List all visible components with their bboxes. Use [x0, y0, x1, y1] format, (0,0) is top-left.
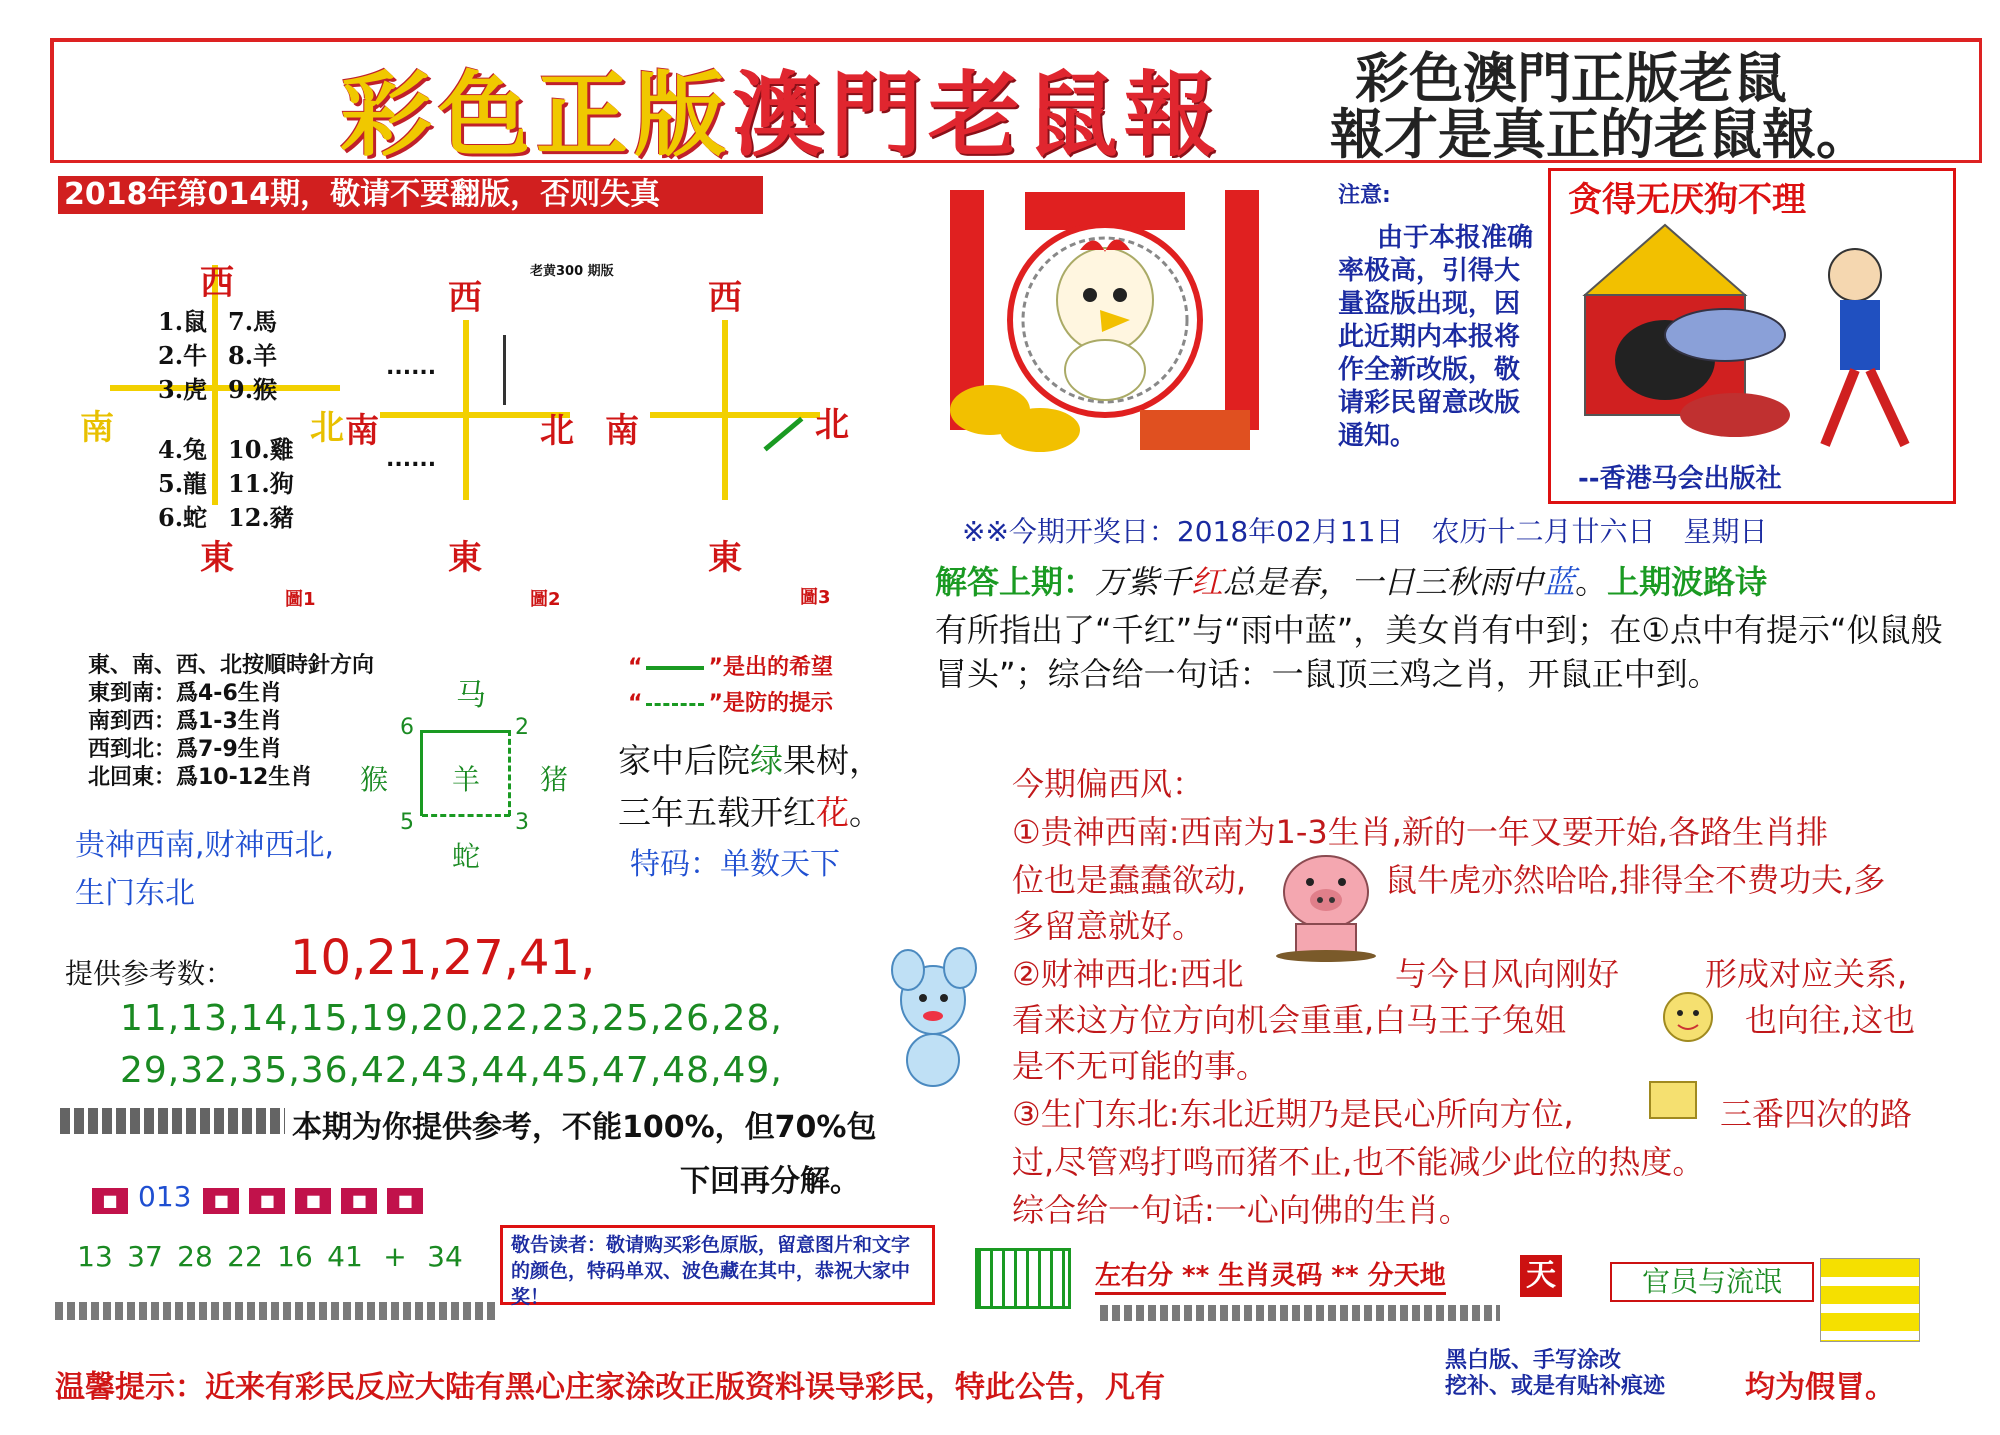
draw-number: 28	[177, 1240, 213, 1273]
rooster-poster-image	[930, 180, 1280, 470]
notice-title: 注意:	[1338, 183, 1391, 208]
legend-quote-open: “	[628, 655, 643, 680]
zodiac-12: 12.豬	[228, 503, 294, 532]
rule-line-2: 南到西：爲1-3生肖	[88, 709, 282, 734]
zodiac-6: 6.蛇	[158, 503, 208, 532]
fig3-label: 圖3	[800, 587, 831, 608]
mouse-cartoon	[878, 940, 988, 1090]
fig3-horizontal-bar	[650, 412, 820, 418]
fig2-dots-bottom: ......	[386, 447, 437, 472]
line-legend	[628, 650, 888, 722]
middle-strip-pair: 官员与流氓	[1610, 1262, 1814, 1302]
poem-c: 。	[1575, 563, 1608, 601]
last-draw-issue: 013	[138, 1180, 192, 1213]
direction-rules	[88, 652, 374, 792]
diagram-right: 猪	[540, 763, 569, 796]
fig3-south: 南	[605, 411, 639, 451]
draw-number: 37	[127, 1240, 163, 1273]
notice-body: 由于本报准确率极高，引得大量盗版出现，因此近期内本报将作全新改版，敬请彩民留意改版通知。	[1338, 223, 1534, 451]
diagram-right-line	[508, 730, 511, 816]
analysis-p2f: 是不无可能的事。	[1012, 1047, 1269, 1085]
verse-line1	[618, 735, 882, 787]
draw-plus: +	[383, 1240, 407, 1273]
legend-quote-close: ”	[708, 655, 723, 680]
rule-line-4: 北回東：爲10-12生肖	[88, 765, 313, 790]
zodiac-10: 10.雞	[228, 435, 294, 464]
diagram-n5: 5	[400, 810, 414, 835]
fig1-label: 圖1	[285, 589, 316, 610]
last-draw-header	[92, 1180, 433, 1214]
legend-dashed-text: 是防的提示	[722, 691, 833, 716]
middle-strip-day: 天	[1520, 1255, 1562, 1297]
scribble-mark-2	[55, 1302, 495, 1320]
zodiac-4: 4.兔	[158, 435, 208, 464]
fig2-west: 西	[448, 278, 482, 318]
analysis-p1b: 位也是蠢蠢欲动,	[1012, 861, 1247, 899]
answer-label2: 上期波路诗	[1607, 563, 1768, 601]
masthead-slogan-line1: 彩色澳門正版老鼠	[1355, 47, 1787, 110]
reference-label: 提供参考数：	[65, 957, 234, 990]
diagram-bottom-line	[422, 814, 510, 817]
pig-cartoon	[1268, 842, 1383, 962]
masthead-title	[340, 42, 1222, 174]
zodiac-11: 11.狗	[228, 469, 294, 498]
fig3-green-line	[763, 417, 803, 452]
gods-line2: 生门东北	[75, 876, 195, 911]
zodiac-3: 3.虎	[158, 375, 208, 404]
poem-a: 万紫千	[1095, 563, 1192, 601]
analysis-p1a: ①贵神西南:西南为1-3生肖,新的一年又要开始,各路生肖排	[1012, 813, 1829, 851]
analysis-p2b: 与今日风向刚好	[1395, 955, 1620, 993]
reference-row3: 29,32,35,36,42,43,44,45,47,48,49,	[120, 1050, 783, 1091]
verse-line2-a: 三年五载开红	[618, 793, 816, 832]
middle-strip-label: 左右分 ** 生肖灵码 ** 分天地	[1095, 1255, 1446, 1295]
diagram-top: 马	[456, 678, 486, 713]
zodiac-square-diagram	[360, 670, 580, 880]
zodiac-2: 2.牛	[158, 341, 208, 370]
footer-warm: 温馨提示：近来有彩民反应大陆有黑心庄家涂改正版资料误导彩民，特此公告，凡有	[55, 1370, 1165, 1405]
zodiac-list-right	[228, 305, 294, 535]
fig3-north: 北	[815, 405, 849, 445]
issue-bar: 2018年第014期，敬请不要翻版，否则失真	[58, 176, 763, 214]
last-draw-tag-5: ■	[341, 1188, 377, 1214]
compass-figures	[60, 225, 880, 625]
poem-red: 红	[1191, 563, 1224, 601]
cartoon-publisher: --香港马会出版社	[1578, 464, 1782, 494]
compass-header-text: 老黄300 期版	[530, 264, 614, 279]
footer-small	[1445, 1348, 1665, 1400]
zodiac-9: 9.猴	[228, 375, 278, 404]
verse-line1-a: 家中后院	[618, 741, 750, 780]
rabbit-emoji	[1648, 985, 1728, 1045]
diagram-center: 羊	[452, 763, 481, 796]
reader-notice: 敬告读者：敬请购买彩色原版，留意图片和文字的颜色，特码单双、波色藏在其中，恭祝大家中奖！	[500, 1225, 935, 1305]
diagram-top-line	[422, 730, 510, 733]
last-draw-tag-1: ■	[92, 1188, 128, 1214]
small-sign-image	[1638, 1068, 1708, 1128]
last-draw-tag-4: ■	[295, 1188, 331, 1214]
rules-title: 東、南、西、北按順時針方向	[88, 653, 375, 678]
scribble-mark-1	[60, 1108, 285, 1134]
last-draw-tag-2: ■	[203, 1188, 239, 1214]
gods-line1: 贵神西南,财神西北,	[75, 828, 335, 863]
fig2-east: 東	[448, 538, 482, 578]
fig2-hint-line	[503, 335, 506, 405]
fig3-east: 東	[708, 538, 742, 578]
cartoon-caption: 贪得无厌狗不理	[1568, 180, 1806, 220]
zodiac-8: 8.羊	[228, 341, 278, 370]
last-draw-numbers	[70, 1240, 470, 1273]
zodiac-7: 7.馬	[228, 307, 278, 336]
poem-b: 总是春，一日三秋雨中	[1223, 563, 1544, 601]
reference-row2: 11,13,14,15,19,20,22,23,25,26,28,	[120, 998, 783, 1039]
analysis-p2c: 形成对应关系,	[1705, 955, 1908, 993]
diagram-n2: 2	[515, 715, 529, 740]
rule-line-1: 東到南：爲4-6生肖	[88, 681, 282, 706]
disclaimer-line2: 下回再分解。	[680, 1164, 860, 1199]
fig3-west: 西	[708, 278, 742, 318]
analysis-p3b: 三番四次的路	[1720, 1095, 1913, 1133]
legend-solid	[628, 650, 888, 686]
scribble-mark-3	[1100, 1305, 1500, 1321]
draw-number: 22	[227, 1240, 263, 1273]
footer-end: 均为假冒。	[1745, 1370, 1895, 1405]
zodiac-1: 1.鼠	[158, 307, 208, 336]
poem-blue: 蓝	[1543, 563, 1576, 601]
verse	[618, 735, 882, 891]
diagram-left-line	[420, 730, 423, 816]
footer-small-1: 黑白版、手写涂改	[1445, 1348, 1622, 1373]
fig2-vertical-bar	[463, 320, 469, 500]
zodiac-list-left	[158, 305, 207, 535]
legend-dashed	[628, 686, 888, 722]
masthead-slogan-line2: 報才是真正的老鼠報。	[1330, 103, 1870, 166]
masthead-title-part1: 彩色正版	[340, 62, 733, 169]
diagram-bottom: 蛇	[452, 840, 481, 873]
legend-dashed-line	[646, 703, 704, 706]
fig1-west: 西	[200, 263, 234, 303]
diagram-n3: 3	[515, 810, 529, 835]
fig2-dots-top: ......	[386, 355, 437, 380]
verse-line2-b: 。	[849, 793, 882, 832]
legend-solid-text: 是出的希望	[722, 655, 833, 680]
disclaimer-line1: 本期为你提供参考，不能100%，但70%包	[292, 1110, 877, 1145]
verse-line2-red: 花	[816, 793, 849, 832]
answer-label: 解答上期：	[935, 563, 1096, 601]
draw-date: ※※今期开奖日：2018年02月11日 农历十二月廿六日 星期日	[962, 515, 1768, 548]
rule-line-3: 西到北：爲7-9生肖	[88, 737, 282, 762]
analysis-p3a: ③生门东北:东北近期乃是民心所向方位,	[1012, 1095, 1574, 1133]
diagram-n6: 6	[400, 715, 414, 740]
draw-number: 41	[327, 1240, 363, 1273]
fig2-label: 圖2	[530, 589, 561, 610]
last-draw-tag-3: ■	[249, 1188, 285, 1214]
analysis-p3c: 过,尽管鸡打鸣而猪不止,也不能减少此位的热度。	[1012, 1143, 1705, 1181]
fig2-south: 南	[345, 411, 379, 451]
analysis-p1d: 多留意就好。	[1012, 907, 1205, 945]
last-draw-tag-6: ■	[387, 1188, 423, 1214]
verse-line1-b: 果树，	[783, 741, 882, 780]
answer-explain: 有所指出了“千红”与“雨中蓝”，美女肖有中到；在①点中有提示“似鼠般冒头”；综合给一句话：一鼠顶三鸡之肖，开鼠正中到。	[935, 611, 1943, 693]
footer-small-2: 挖补、或是有贴补痕迹	[1445, 1374, 1666, 1399]
fig1-east: 東	[200, 538, 234, 578]
diagram-left: 猴	[360, 763, 389, 796]
legend-quote-open-2: “	[628, 691, 643, 716]
fig1-north: 北	[310, 408, 344, 448]
analysis-p1c: 鼠牛虎亦然哈哈,排得全不费功夫,多	[1385, 861, 1886, 899]
reference-top-numbers: 10,21,27,41,	[290, 930, 596, 986]
analysis-p2a: ②财神西北:西北	[1012, 955, 1244, 993]
fig1-horizontal-bar	[110, 385, 340, 391]
dog-cartoon-image	[1555, 215, 1945, 455]
verse-line1-green: 绿	[750, 741, 783, 780]
green-box-icon	[975, 1248, 1071, 1309]
fig3-vertical-bar	[722, 320, 728, 500]
masthead-title-part2: 澳門老鼠報	[732, 62, 1223, 169]
verse-line2	[618, 787, 882, 839]
analysis-p2e: 也向往,这也	[1745, 1001, 1916, 1039]
legend-solid-line	[646, 666, 704, 670]
zodiac-5: 5.龍	[158, 469, 208, 498]
legend-quote-close-2: ”	[708, 691, 723, 716]
draw-number: 13	[77, 1240, 113, 1273]
fig2-north: 北	[540, 411, 574, 451]
gods-directions	[75, 822, 334, 918]
draw-number: 16	[277, 1240, 313, 1273]
answer-poem	[935, 560, 1767, 604]
analysis-heading: 今期偏西风：	[1012, 765, 1205, 803]
colored-code-block	[1820, 1258, 1920, 1342]
fig1-south: 南	[80, 408, 114, 448]
verse-special: 特码：单数天下	[630, 847, 840, 882]
draw-special-number: 34	[427, 1240, 463, 1273]
analysis-p2d: 看来这方位方向机会重重,白马王子兔姐	[1012, 1001, 1567, 1039]
analysis-summary: 综合给一句话:一心向佛的生肖。	[1012, 1191, 1471, 1229]
